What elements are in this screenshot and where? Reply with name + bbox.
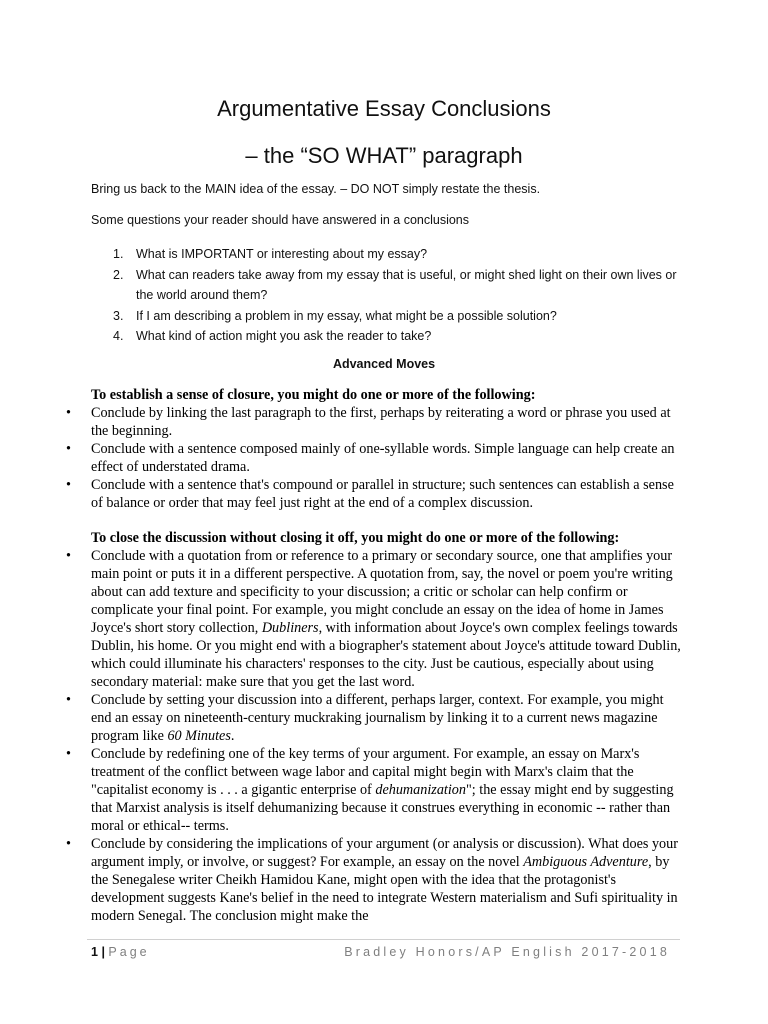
text-run: Conclude with a quotation from or reference to a primary or secondary source, one that amplifies your main point or puts it in a different perspective. A quotation from, say, the novel or poem you're writing about can add texture and specificity to your discussion; a critic or scholar can help confirm or complicate your final point. For example, you might conclude an essay on the idea of home in James Joyce's short story collection, xyxy=(91,548,673,636)
open-close-heading: To close the discussion without closing it off, you might do one or more of the following: xyxy=(91,530,620,546)
text-run: Conclude by considering the implications of your argument (or analysis or discussion). What does your argument imply, or involve, or suggest? For example, an essay on the novel xyxy=(91,836,678,870)
question-item xyxy=(91,326,681,347)
list-item xyxy=(64,440,684,476)
bullet-icon: • xyxy=(66,441,71,457)
list-item-text xyxy=(91,548,681,690)
question-text: What can readers take away from my essay that is useful, or might shed light on their own lives or the world around them? xyxy=(136,267,677,302)
emphasized-title: Dubliners xyxy=(261,620,319,636)
page-number: 1 xyxy=(91,945,98,959)
questions-intro: Some questions your reader should have answered in a conclusions xyxy=(91,213,470,227)
open-close-list xyxy=(64,547,684,925)
question-number: 2. xyxy=(113,267,124,282)
footer-course-label: Bradley Honors/AP English 2017-2018 xyxy=(344,945,670,959)
list-item-text: Conclude by linking the last paragraph to the first, perhaps by reiterating a word or phrase you used at the beginning. xyxy=(91,405,671,439)
footer-page-number xyxy=(91,945,150,959)
document-subtitle: – the “SO WHAT” paragraph xyxy=(245,143,523,168)
list-item xyxy=(64,691,684,745)
text-run: Conclude by redefining one of the key terms of your argument. For example, an essay on Marx's treatment of the conflict between wage labor and capital might begin with Marx's claim that the "capitalist economy is . . . a gigantic enterprise of xyxy=(91,746,640,798)
bullet-icon: • xyxy=(66,692,71,708)
list-item xyxy=(64,745,684,835)
emphasized-title: 60 Minutes xyxy=(167,728,231,744)
bullet-icon: • xyxy=(66,477,71,493)
question-item xyxy=(91,244,681,265)
bullet-icon: • xyxy=(66,548,71,564)
question-text: If I am describing a problem in my essay, what might be a possible solution? xyxy=(136,308,557,323)
emphasized-term: dehumanization xyxy=(375,782,466,798)
question-item xyxy=(91,306,681,327)
emphasized-title: Ambiguous Adventure xyxy=(523,854,649,870)
footer-divider xyxy=(87,939,680,940)
text-run: Conclude by setting your discussion into a different, perhaps larger, context. For example, you might end an essay on nineteenth-century muckraking journalism by linking it to a current news magazine program like xyxy=(91,692,664,744)
question-number: 4. xyxy=(113,329,124,343)
question-number: 1. xyxy=(113,247,124,261)
list-item xyxy=(64,476,684,512)
question-text: What kind of action might you ask the reader to take? xyxy=(136,329,432,343)
advanced-moves-heading: Advanced Moves xyxy=(332,357,436,371)
document-title: Argumentative Essay Conclusions xyxy=(217,96,551,121)
list-item-text: Conclude with a sentence that's compound or parallel in structure; such sentences can establish a sense of balance or order that may feel just right at the end of a complex discussion. xyxy=(91,477,674,511)
text-run: , with information about Joyce's own complex feelings towards Dublin, his home. Or you might end with a biographer's statement about Joyce's attitude toward Dublin, which could illuminate his characters' responses to the city. Just be cautious, especially about using secondary material: make sure that you get the last word. xyxy=(91,620,681,690)
question-item xyxy=(91,265,681,306)
question-number: 3. xyxy=(113,308,124,323)
list-item-text xyxy=(91,836,678,924)
list-item xyxy=(64,835,684,925)
bullet-icon: • xyxy=(66,405,71,421)
list-item-text xyxy=(91,692,664,744)
list-item xyxy=(64,404,684,440)
text-run: . xyxy=(230,728,235,744)
bullet-icon: • xyxy=(66,836,71,852)
list-item-text: Conclude with a sentence composed mainly of one-syllable words. Simple language can help create an effect of understated drama. xyxy=(91,441,675,475)
list-item-text xyxy=(91,746,674,834)
questions-list xyxy=(91,244,681,347)
text-run: , by the Senegalese writer Cheikh Hamidou Kane, might open with the idea that the protagonist's development suggests Kane's belief in the need to integrate Western materialism and Sufi spirituality in modern Senegal. The conclusion might make the xyxy=(91,854,678,924)
closure-heading: To establish a sense of closure, you might do one or more of the following: xyxy=(91,387,536,403)
list-item xyxy=(64,547,684,691)
intro-paragraph: Bring us back to the MAIN idea of the essay. – DO NOT simply restate the thesis. xyxy=(91,182,541,196)
bullet-icon: • xyxy=(66,746,71,762)
question-text: What is IMPORTANT or interesting about my essay? xyxy=(136,247,428,261)
text-run: "; the essay might end by suggesting that Marxist analysis is itself dehumanizing because it construes everything in economic -- rather than moral or ethical-- terms. xyxy=(91,782,674,834)
page-label: Page xyxy=(108,945,150,959)
footer-separator: | xyxy=(101,945,105,959)
closure-list xyxy=(64,404,684,512)
